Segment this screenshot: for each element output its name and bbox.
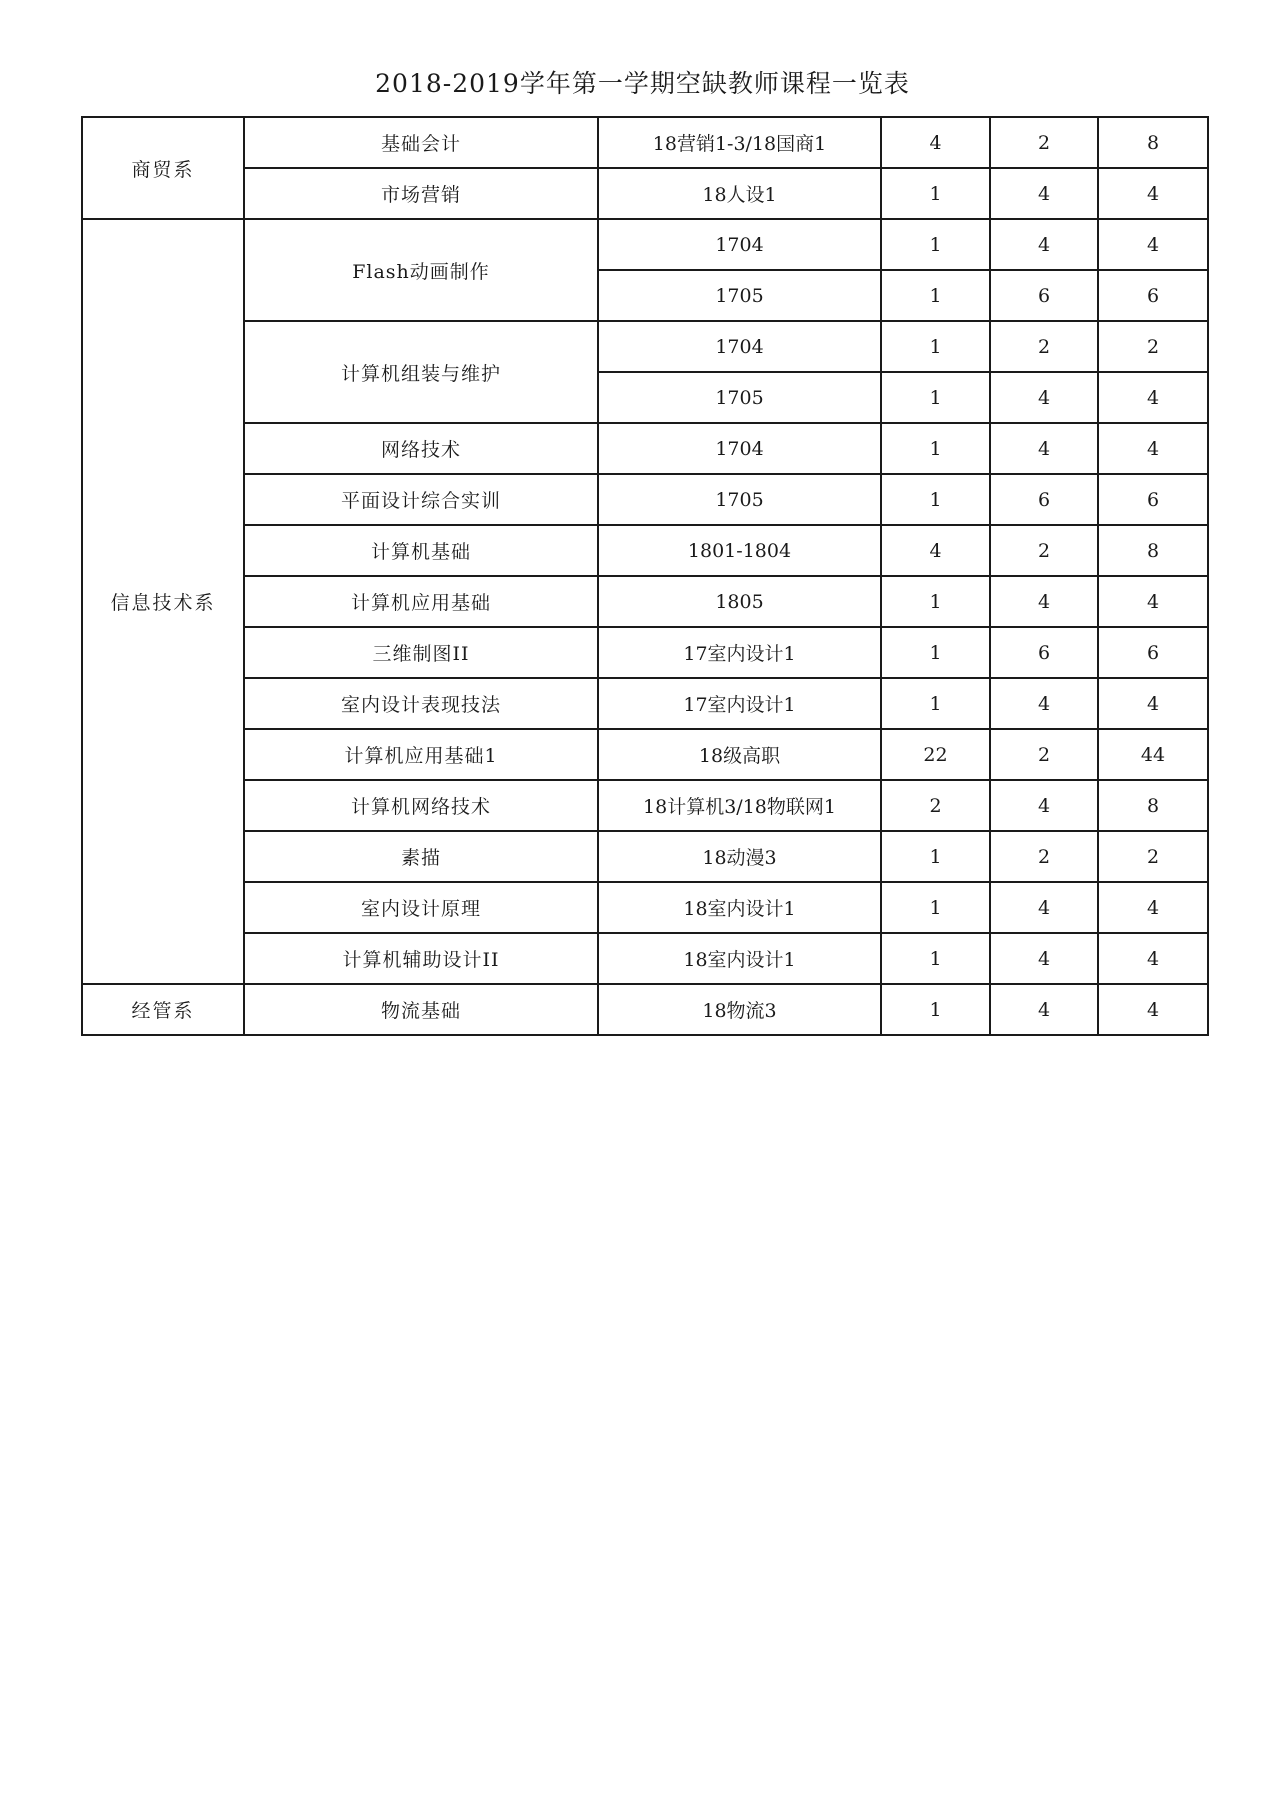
class-cell: 1704: [598, 423, 881, 474]
total-hours-cell: 4: [1098, 219, 1208, 270]
table-row: [82, 525, 1208, 576]
class-cell: 17室内设计1: [598, 678, 881, 729]
course-name-cell: 平面设计综合实训: [244, 474, 598, 525]
class-cell: 18室内设计1: [598, 933, 881, 984]
class-count-cell: 1: [881, 219, 990, 270]
page-title: 2018-2019学年第一学期空缺教师课程一览表: [375, 69, 910, 98]
weekly-hours-cell: 2: [990, 525, 1098, 576]
table-row: [82, 117, 1208, 168]
class-count-cell: 1: [881, 168, 990, 219]
table-row: [82, 423, 1208, 474]
class-count-cell: 1: [881, 321, 990, 372]
weekly-hours-cell: 2: [990, 831, 1098, 882]
class-cell: 18人设1: [598, 168, 881, 219]
weekly-hours-cell: 4: [990, 423, 1098, 474]
table-row: [82, 729, 1208, 780]
course-name-cell: 素描: [244, 831, 598, 882]
class-count-cell: 4: [881, 525, 990, 576]
course-name-cell: 计算机基础: [244, 525, 598, 576]
class-count-cell: 2: [881, 780, 990, 831]
weekly-hours-cell: 4: [990, 678, 1098, 729]
course-name-cell: 基础会计: [244, 117, 598, 168]
table-body: [82, 117, 1208, 1035]
total-hours-cell: 4: [1098, 168, 1208, 219]
class-cell: 1705: [598, 372, 881, 423]
weekly-hours-cell: 4: [990, 168, 1098, 219]
table-row: [82, 933, 1208, 984]
class-count-cell: 1: [881, 984, 990, 1035]
table-row: [82, 576, 1208, 627]
table-row: [82, 627, 1208, 678]
weekly-hours-cell: 4: [990, 984, 1098, 1035]
weekly-hours-cell: 2: [990, 117, 1098, 168]
weekly-hours-cell: 6: [990, 270, 1098, 321]
table-row: [82, 984, 1208, 1035]
table-row: [82, 321, 1208, 372]
department-cell: 信息技术系: [82, 219, 244, 984]
total-hours-cell: 4: [1098, 678, 1208, 729]
weekly-hours-cell: 4: [990, 933, 1098, 984]
class-cell: 18动漫3: [598, 831, 881, 882]
class-cell: 18物流3: [598, 984, 881, 1035]
weekly-hours-cell: 4: [990, 576, 1098, 627]
class-cell: 18室内设计1: [598, 882, 881, 933]
table-row: [82, 168, 1208, 219]
class-count-cell: 1: [881, 933, 990, 984]
class-count-cell: 22: [881, 729, 990, 780]
total-hours-cell: 2: [1098, 831, 1208, 882]
table-row: [82, 831, 1208, 882]
total-hours-cell: 8: [1098, 117, 1208, 168]
class-count-cell: 1: [881, 423, 990, 474]
class-count-cell: 1: [881, 372, 990, 423]
total-hours-cell: 44: [1098, 729, 1208, 780]
department-cell: 经管系: [82, 984, 244, 1035]
total-hours-cell: 4: [1098, 372, 1208, 423]
course-name-cell: 计算机应用基础1: [244, 729, 598, 780]
course-name-cell: 计算机组装与维护: [244, 321, 598, 423]
course-name-cell: 室内设计原理: [244, 882, 598, 933]
table-row: [82, 219, 1208, 270]
weekly-hours-cell: 2: [990, 321, 1098, 372]
class-cell: 1704: [598, 219, 881, 270]
total-hours-cell: 4: [1098, 423, 1208, 474]
course-name-cell: 物流基础: [244, 984, 598, 1035]
total-hours-cell: 4: [1098, 882, 1208, 933]
weekly-hours-cell: 4: [990, 882, 1098, 933]
total-hours-cell: 4: [1098, 984, 1208, 1035]
total-hours-cell: 4: [1098, 933, 1208, 984]
table-row: [82, 678, 1208, 729]
course-name-cell: 市场营销: [244, 168, 598, 219]
class-cell: 1705: [598, 474, 881, 525]
total-hours-cell: 8: [1098, 780, 1208, 831]
total-hours-cell: 6: [1098, 474, 1208, 525]
class-cell: 18级高职: [598, 729, 881, 780]
class-count-cell: 1: [881, 576, 990, 627]
weekly-hours-cell: 6: [990, 474, 1098, 525]
class-count-cell: 1: [881, 627, 990, 678]
total-hours-cell: 6: [1098, 270, 1208, 321]
total-hours-cell: 8: [1098, 525, 1208, 576]
class-cell: 1705: [598, 270, 881, 321]
class-cell: 1805: [598, 576, 881, 627]
course-name-cell: 室内设计表现技法: [244, 678, 598, 729]
department-cell: 商贸系: [82, 117, 244, 219]
table-row: [82, 780, 1208, 831]
weekly-hours-cell: 4: [990, 780, 1098, 831]
course-name-cell: Flash动画制作: [244, 219, 598, 321]
course-name-cell: 计算机网络技术: [244, 780, 598, 831]
table-row: [82, 474, 1208, 525]
weekly-hours-cell: 4: [990, 219, 1098, 270]
course-name-cell: 网络技术: [244, 423, 598, 474]
class-count-cell: 1: [881, 831, 990, 882]
course-name-cell: 三维制图II: [244, 627, 598, 678]
class-count-cell: 1: [881, 474, 990, 525]
weekly-hours-cell: 6: [990, 627, 1098, 678]
total-hours-cell: 6: [1098, 627, 1208, 678]
class-count-cell: 4: [881, 117, 990, 168]
class-cell: 1704: [598, 321, 881, 372]
class-cell: 17室内设计1: [598, 627, 881, 678]
weekly-hours-cell: 4: [990, 372, 1098, 423]
course-name-cell: 计算机应用基础: [244, 576, 598, 627]
class-count-cell: 1: [881, 882, 990, 933]
table-row: [82, 882, 1208, 933]
class-cell: 18营销1-3/18国商1: [598, 117, 881, 168]
class-count-cell: 1: [881, 270, 990, 321]
class-count-cell: 1: [881, 678, 990, 729]
weekly-hours-cell: 2: [990, 729, 1098, 780]
class-cell: 18计算机3/18物联网1: [598, 780, 881, 831]
course-table: [81, 116, 1209, 1036]
class-cell: 1801-1804: [598, 525, 881, 576]
course-name-cell: 计算机辅助设计II: [244, 933, 598, 984]
total-hours-cell: 4: [1098, 576, 1208, 627]
total-hours-cell: 2: [1098, 321, 1208, 372]
